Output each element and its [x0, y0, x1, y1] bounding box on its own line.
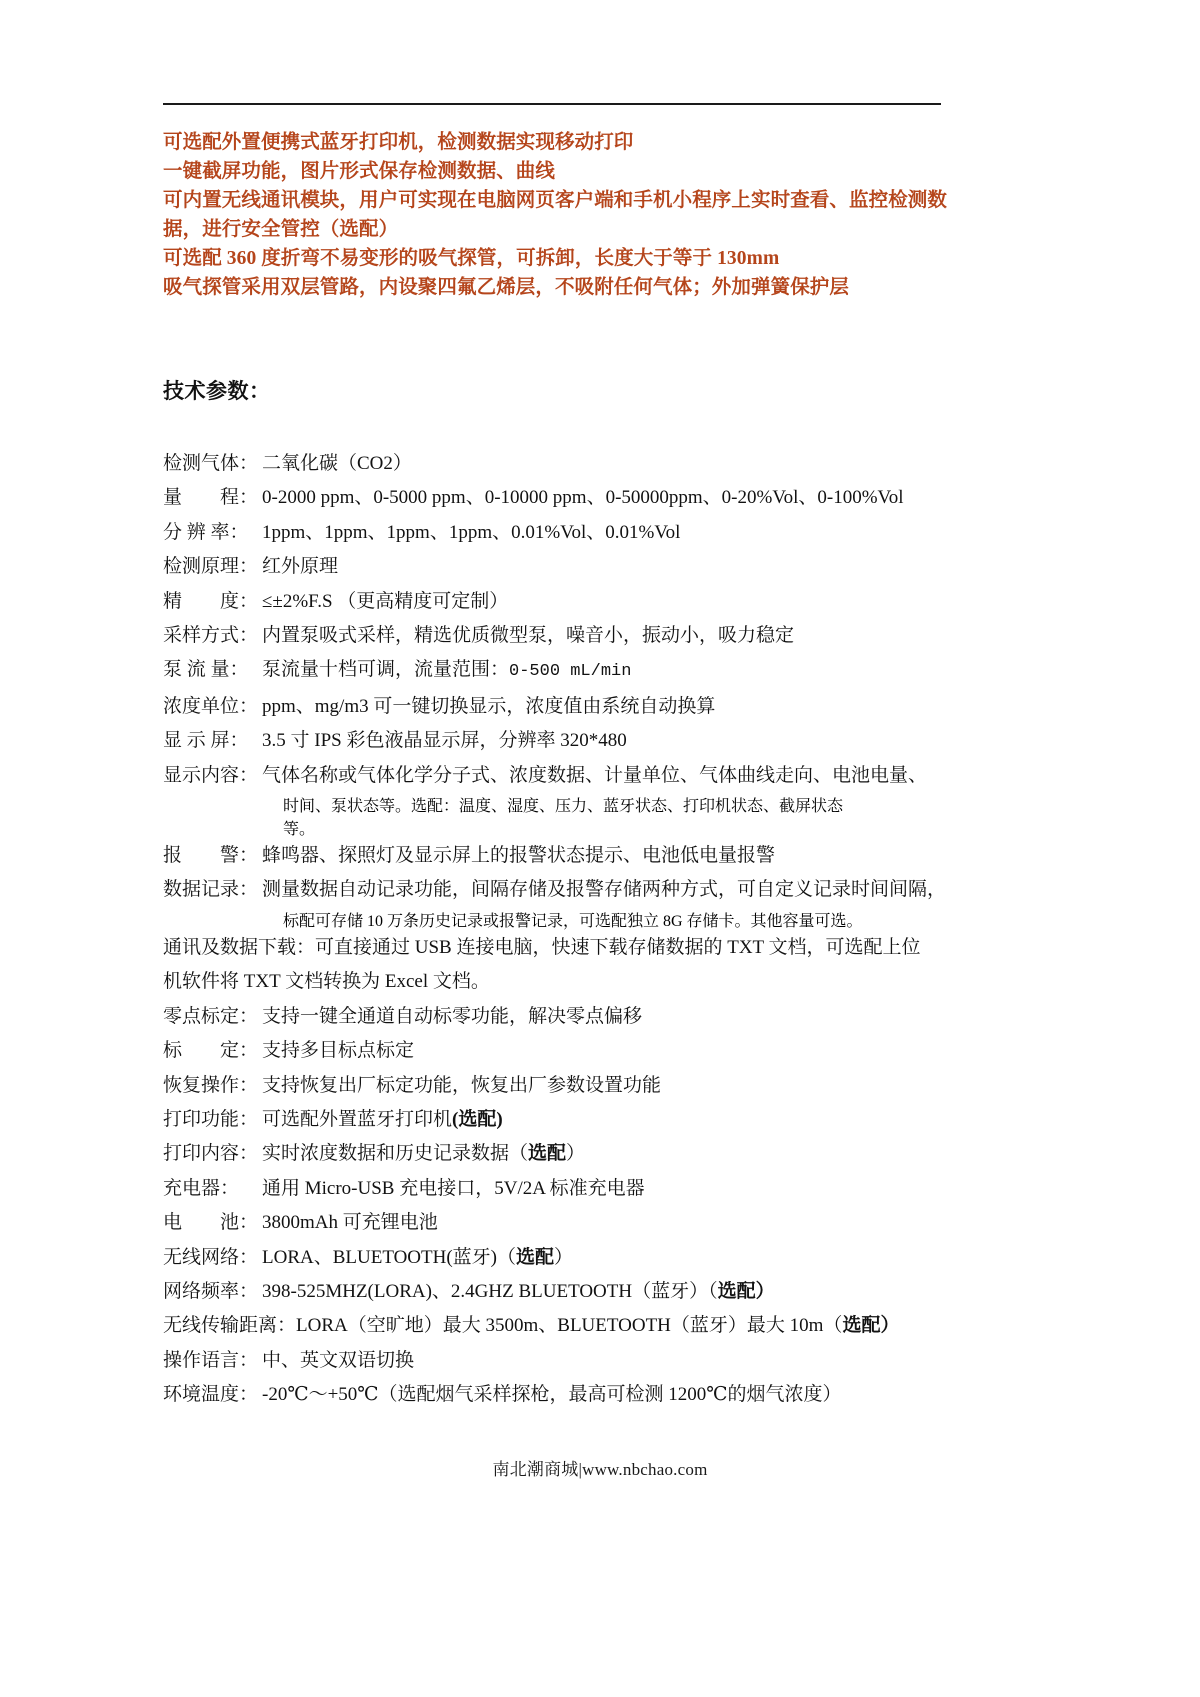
spec-value-optional-tag: 选配	[528, 1143, 567, 1165]
spec-value-optional-tag: 选配	[842, 1315, 881, 1337]
feature-line: 一键截屏功能，图片形式保存检测数据、曲线	[163, 161, 556, 182]
spec-label: 操作语言：	[163, 1349, 259, 1371]
feature-line: 可内置无线通讯模块，用户可实现在电脑网页客户端和手机小程序上实时查看、监控检测数据，进行安全管控（选配）	[163, 190, 948, 240]
spec-row-transmission-distance	[163, 1309, 963, 1343]
spec-value: 398-525MHZ(LORA)、2.4GHZ BLUETOOTH（蓝牙）（	[262, 1280, 718, 1302]
spec-value-suffix: ）	[566, 1143, 586, 1165]
page-footer: 南北潮商城|www.nbchao.com	[492, 1460, 708, 1479]
spec-value-continuation: 时间、泵状态等。选配：温度、湿度、压力、蓝牙状态、打印机状态、截屏状态	[283, 798, 844, 816]
spec-value-optional-tag: (选配)	[452, 1108, 503, 1130]
spec-value: ppm、mg/m3 可一键切换显示，浓度值由系统自动换算	[262, 695, 716, 717]
feature-line: 可选配 360 度折弯不易变形的吸气探管，可拆卸，长度大于等于 130mm	[163, 248, 780, 269]
spec-label: 无线传输距离：	[163, 1315, 297, 1337]
spec-value-suffix: ）	[755, 1280, 775, 1302]
spec-row-accuracy	[163, 585, 963, 619]
spec-row-display	[163, 724, 963, 758]
spec-value: 二氧化碳（CO2）	[262, 453, 412, 474]
spec-row-calibration	[163, 1034, 963, 1068]
spec-value: -20℃～+50℃（选配烟气采样探枪，最高可检测 1200℃的烟气浓度）	[262, 1384, 842, 1406]
spec-label: 打印内容：	[163, 1143, 259, 1165]
spec-row-battery	[163, 1206, 963, 1240]
spec-value-optional-tag: 选配	[516, 1246, 555, 1268]
spec-value: 红外原理	[262, 556, 339, 578]
header-divider	[163, 103, 941, 105]
spec-value: 实时浓度数据和历史记录数据（	[262, 1143, 529, 1165]
spec-value: 蜂鸣器、探照灯及显示屏上的报警状态提示、电池低电量报警	[262, 845, 776, 867]
spec-label: 数据记录：	[163, 879, 259, 901]
spec-value: 测量数据自动记录功能，间隔存储及报警存储两种方式，可自定义记录时间间隔，	[262, 879, 947, 901]
spec-value: 支持恢复出厂标定功能，恢复出厂参数设置功能	[262, 1074, 662, 1096]
spec-label: 网络频率：	[163, 1280, 259, 1302]
spec-label: 浓度单位：	[163, 695, 259, 717]
spec-value-continuation: 机软件将 TXT 文档转换为 Excel 文档。	[163, 971, 490, 993]
spec-label: 采样方式：	[163, 625, 259, 647]
spec-row-restore	[163, 1069, 963, 1103]
spec-label: 零点标定：	[163, 1005, 259, 1027]
spec-value-flow-range: 0-500 mL/min	[509, 662, 632, 682]
spec-row-principle	[163, 550, 963, 584]
spec-value: 气体名称或气体化学分子式、浓度数据、计量单位、气体曲线走向、电池电量、	[262, 764, 928, 786]
spec-row-zero-calibration	[163, 1000, 963, 1034]
spec-label: 分 辨 率：	[163, 521, 249, 543]
spec-label: 无线网络：	[163, 1246, 259, 1268]
spec-row-print-content	[163, 1137, 963, 1171]
spec-value: 中、英文双语切换	[262, 1349, 415, 1371]
spec-value: 支持多目标点标定	[262, 1040, 415, 1062]
spec-value: 1ppm、1ppm、1ppm、1ppm、0.01%Vol、0.01%Vol	[262, 521, 681, 543]
feature-line: 可选配外置便携式蓝牙打印机，检测数据实现移动打印	[163, 132, 634, 153]
spec-value: ≤±2%F.S （更高精度可定制）	[262, 590, 509, 612]
spec-value: 可选配外置蓝牙打印机	[262, 1108, 453, 1130]
feature-highlight-block	[163, 128, 963, 302]
spec-row-alarm	[163, 839, 963, 873]
spec-value: 0-2000 ppm、0-5000 ppm、0-10000 ppm、0-50000ppm、0-20%Vol、0-100%Vol	[262, 487, 904, 509]
spec-value-continuation: 等。	[283, 821, 316, 839]
spec-row-print-function	[163, 1103, 963, 1137]
spec-value: 3800mAh 可充锂电池	[262, 1212, 438, 1234]
spec-label: 环境温度：	[163, 1384, 259, 1406]
spec-list	[163, 447, 963, 1413]
spec-value-suffix: ）	[880, 1315, 900, 1337]
spec-row-range	[163, 481, 963, 515]
spec-value: 支持一键全通道自动标零功能，解决零点偏移	[262, 1005, 643, 1027]
spec-label: 精 度：	[163, 590, 259, 612]
spec-row-ambient-temperature	[163, 1378, 963, 1412]
spec-value: 内置泵吸式采样，精选优质微型泵，噪音小，振动小，吸力稳定	[262, 625, 795, 647]
spec-label: 打印功能：	[163, 1108, 259, 1130]
spec-label: 显 示 屏：	[163, 730, 249, 752]
spec-label: 报 警：	[163, 845, 259, 867]
spec-value: 泵流量十档可调，流量范围：	[262, 659, 510, 681]
spec-row-resolution	[163, 516, 963, 550]
spec-row-charger	[163, 1172, 963, 1206]
spec-label: 标 定：	[163, 1040, 259, 1062]
spec-label: 恢复操作：	[163, 1074, 259, 1096]
spec-row-pump-flow	[163, 653, 963, 689]
spec-value: LORA、BLUETOOTH(蓝牙)（	[262, 1246, 517, 1268]
spec-row-communication: 通讯及数据下载：可直接通过 USB 连接电脑，快速下载存储数据的 TXT 文档，可选配上位	[163, 936, 921, 958]
spec-row-concentration-unit	[163, 690, 963, 724]
spec-value-continuation: 标配可存储 10 万条历史记录或报警记录，可选配独立 8G 存储卡。其他容量可选。	[283, 912, 863, 930]
spec-row-network-frequency	[163, 1275, 963, 1309]
spec-row-display-content	[163, 759, 963, 793]
spec-label: 量 程：	[163, 487, 259, 509]
spec-row-language	[163, 1344, 963, 1378]
spec-value: LORA（空旷地）最大 3500m、BLUETOOTH（蓝牙）最大 10m（	[296, 1315, 843, 1337]
spec-row-wireless-network	[163, 1241, 963, 1275]
spec-label: 检测气体：	[163, 453, 259, 474]
spec-label: 电 池：	[163, 1212, 259, 1234]
feature-line: 吸气探管采用双层管路，内设聚四氟乙烯层，不吸附任何气体；外加弹簧保护层	[163, 277, 850, 298]
spec-label: 检测原理：	[163, 556, 259, 578]
spec-row-data-record	[163, 873, 963, 907]
spec-label: 泵 流 量：	[163, 659, 249, 681]
spec-row-sampling	[163, 619, 963, 653]
spec-value-optional-tag: 选配	[717, 1280, 756, 1302]
spec-value: 通用 Micro-USB 充电接口，5V/2A 标准充电器	[262, 1177, 645, 1199]
spec-label: 显示内容：	[163, 764, 259, 786]
spec-label: 充电器：	[163, 1177, 240, 1199]
spec-value: 3.5 寸 IPS 彩色液晶显示屏，分辨率 320*480	[262, 730, 627, 752]
section-title: 技术参数：	[163, 379, 271, 403]
spec-value-suffix: ）	[554, 1246, 574, 1268]
spec-row-gas	[163, 447, 963, 481]
